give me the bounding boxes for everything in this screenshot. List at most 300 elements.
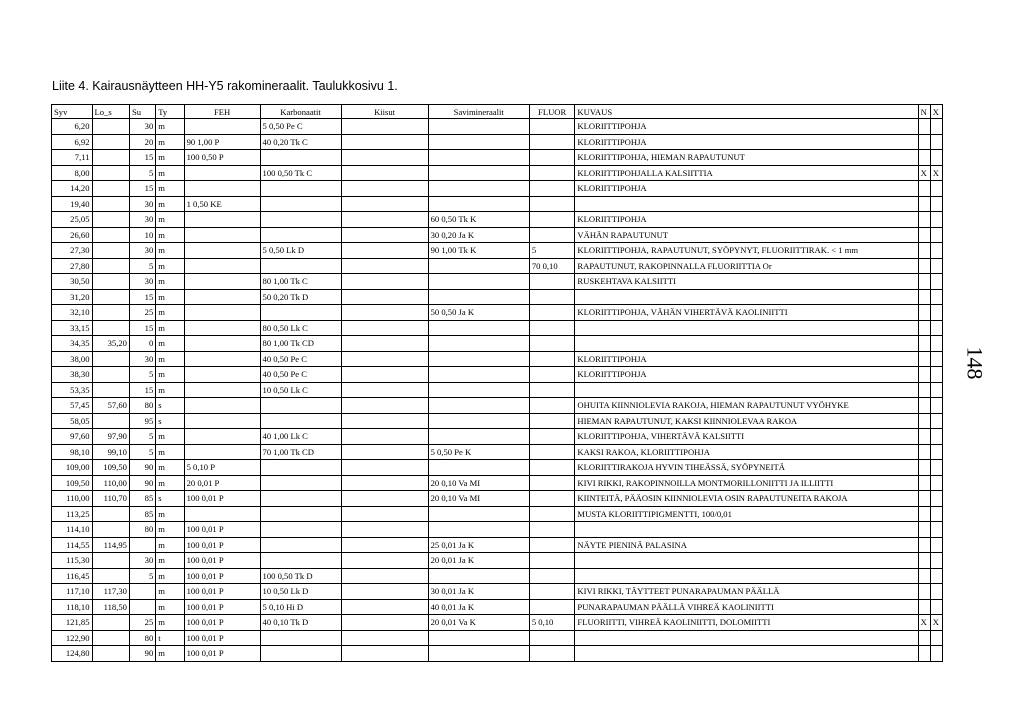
page-caption: Liite 4. Kairausnäytteen HH-Y5 rakomineraalit. Taulukkosivu 1. xyxy=(52,79,398,93)
cell-kiisut xyxy=(341,165,428,181)
cell-kuvaus xyxy=(575,568,918,584)
cell-syv: 118,10 xyxy=(52,599,93,615)
cell-su: 5 xyxy=(129,444,155,460)
cell-fluor xyxy=(529,227,575,243)
cell-savimineraalit xyxy=(428,274,529,290)
cell-karbonaatit: 10 0,50 Lk C xyxy=(260,382,341,398)
cell-feh: 100 0,01 P xyxy=(184,553,260,569)
cell-feh xyxy=(184,320,260,336)
cell-feh: 20 0,01 P xyxy=(184,475,260,491)
table-row xyxy=(52,227,943,243)
cell-n xyxy=(918,196,930,212)
cell-lo-s xyxy=(92,243,129,259)
table-row xyxy=(52,584,943,600)
cell-syv: 7,11 xyxy=(52,150,93,166)
cell-karbonaatit: 80 0,50 Lk C xyxy=(260,320,341,336)
cell-x xyxy=(930,181,942,197)
cell-kuvaus: KLORIITTIPOHJA, RAPAUTUNUT, SYÖPYNYT, FLUORIITTIRAK. < 1 mm xyxy=(575,243,918,259)
cell-karbonaatit: 80 1,00 Tk CD xyxy=(260,336,341,352)
cell-karbonaatit: 50 0,20 Tk D xyxy=(260,289,341,305)
cell-fluor xyxy=(529,491,575,507)
cell-lo-s xyxy=(92,289,129,305)
cell-kuvaus: KLORIITTIPOHJA, VIHERTÄVÄ KALSIITTI xyxy=(575,429,918,445)
cell-syv: 6,20 xyxy=(52,119,93,135)
cell-karbonaatit xyxy=(260,646,341,662)
cell-karbonaatit xyxy=(260,398,341,414)
header-n: N xyxy=(918,105,930,119)
cell-kiisut xyxy=(341,584,428,600)
cell-x xyxy=(930,599,942,615)
cell-x xyxy=(930,429,942,445)
cell-savimineraalit: 20 0,10 Va MI xyxy=(428,491,529,507)
cell-lo-s xyxy=(92,134,129,150)
cell-savimineraalit xyxy=(428,367,529,383)
cell-su: 80 xyxy=(129,630,155,646)
cell-su: 30 xyxy=(129,274,155,290)
cell-kiisut xyxy=(341,615,428,631)
table-body xyxy=(52,119,943,662)
cell-syv: 122,90 xyxy=(52,630,93,646)
cell-feh: 100 0,50 P xyxy=(184,150,260,166)
table-row xyxy=(52,212,943,228)
cell-feh xyxy=(184,258,260,274)
cell-feh: 100 0,01 P xyxy=(184,599,260,615)
cell-n xyxy=(918,181,930,197)
cell-x xyxy=(930,398,942,414)
cell-kiisut xyxy=(341,444,428,460)
cell-savimineraalit xyxy=(428,150,529,166)
cell-kiisut xyxy=(341,429,428,445)
cell-karbonaatit xyxy=(260,258,341,274)
cell-kuvaus xyxy=(575,320,918,336)
cell-su: 95 xyxy=(129,413,155,429)
table-row xyxy=(52,134,943,150)
cell-karbonaatit: 5 0,50 Lk D xyxy=(260,243,341,259)
cell-fluor: 5 xyxy=(529,243,575,259)
cell-fluor xyxy=(529,398,575,414)
cell-lo-s: 35,20 xyxy=(92,336,129,352)
cell-feh: 100 0,01 P xyxy=(184,584,260,600)
cell-feh xyxy=(184,181,260,197)
cell-ty: m xyxy=(156,274,184,290)
cell-kuvaus xyxy=(575,289,918,305)
cell-syv: 110,00 xyxy=(52,491,93,507)
cell-ty: m xyxy=(156,336,184,352)
cell-lo-s: 109,50 xyxy=(92,460,129,476)
cell-n xyxy=(918,537,930,553)
table-row xyxy=(52,398,943,414)
cell-su: 30 xyxy=(129,212,155,228)
cell-kiisut xyxy=(341,568,428,584)
cell-ty: m xyxy=(156,568,184,584)
header-kuvaus: KUVAUS xyxy=(575,105,918,119)
cell-kuvaus xyxy=(575,382,918,398)
cell-kuvaus: KLORIITTIPOHJA, VÄHÄN VIHERTÄVÄ KAOLINIITTI xyxy=(575,305,918,321)
cell-su: 30 xyxy=(129,243,155,259)
cell-syv: 26,60 xyxy=(52,227,93,243)
cell-feh xyxy=(184,227,260,243)
cell-n xyxy=(918,584,930,600)
cell-feh: 90 1,00 P xyxy=(184,134,260,150)
cell-karbonaatit xyxy=(260,150,341,166)
cell-savimineraalit xyxy=(428,320,529,336)
cell-kuvaus: VÄHÄN RAPAUTUNUT xyxy=(575,227,918,243)
cell-fluor xyxy=(529,537,575,553)
cell-savimineraalit: 90 1,00 Tk K xyxy=(428,243,529,259)
cell-karbonaatit: 100 0,50 Tk C xyxy=(260,165,341,181)
cell-fluor xyxy=(529,165,575,181)
cell-su: 30 xyxy=(129,351,155,367)
cell-x xyxy=(930,537,942,553)
header-x: X xyxy=(930,105,942,119)
table-row xyxy=(52,336,943,352)
cell-n xyxy=(918,305,930,321)
cell-savimineraalit: 60 0,50 Tk K xyxy=(428,212,529,228)
cell-feh xyxy=(184,367,260,383)
cell-x: X xyxy=(930,165,942,181)
header-savimineraalit: Savimineraalit xyxy=(428,105,529,119)
cell-su: 30 xyxy=(129,196,155,212)
cell-n xyxy=(918,119,930,135)
cell-n xyxy=(918,150,930,166)
cell-kuvaus: KLORIITTIPOHJALLA KALSIITTIA xyxy=(575,165,918,181)
table-row xyxy=(52,506,943,522)
cell-kiisut xyxy=(341,537,428,553)
cell-ty: m xyxy=(156,615,184,631)
cell-lo-s xyxy=(92,367,129,383)
cell-kiisut xyxy=(341,491,428,507)
cell-kuvaus: HIEMAN RAPAUTUNUT, KAKSI KIINNIOLEVAA RAKOA xyxy=(575,413,918,429)
cell-su: 15 xyxy=(129,289,155,305)
cell-n xyxy=(918,630,930,646)
cell-karbonaatit xyxy=(260,553,341,569)
cell-kuvaus: NÄYTE PIENINÄ PALASINA xyxy=(575,537,918,553)
cell-feh xyxy=(184,243,260,259)
cell-n xyxy=(918,398,930,414)
cell-lo-s: 110,70 xyxy=(92,491,129,507)
cell-lo-s xyxy=(92,413,129,429)
cell-feh xyxy=(184,429,260,445)
cell-karbonaatit xyxy=(260,212,341,228)
cell-savimineraalit xyxy=(428,181,529,197)
cell-fluor xyxy=(529,584,575,600)
cell-kiisut xyxy=(341,646,428,662)
cell-feh xyxy=(184,305,260,321)
cell-feh: 100 0,01 P xyxy=(184,615,260,631)
cell-kuvaus xyxy=(575,336,918,352)
cell-savimineraalit xyxy=(428,336,529,352)
cell-su: 90 xyxy=(129,646,155,662)
cell-n xyxy=(918,134,930,150)
cell-x xyxy=(930,274,942,290)
cell-lo-s xyxy=(92,150,129,166)
cell-syv: 109,50 xyxy=(52,475,93,491)
cell-savimineraalit xyxy=(428,119,529,135)
cell-karbonaatit: 70 1,00 Tk CD xyxy=(260,444,341,460)
cell-n xyxy=(918,646,930,662)
cell-su: 5 xyxy=(129,165,155,181)
cell-syv: 53,35 xyxy=(52,382,93,398)
cell-kuvaus: RUSKEHTAVA KALSIITTI xyxy=(575,274,918,290)
cell-lo-s xyxy=(92,351,129,367)
cell-kiisut xyxy=(341,243,428,259)
cell-syv: 33,15 xyxy=(52,320,93,336)
cell-syv: 14,20 xyxy=(52,181,93,197)
cell-x xyxy=(930,522,942,538)
cell-syv: 27,30 xyxy=(52,243,93,259)
cell-savimineraalit: 5 0,50 Pe K xyxy=(428,444,529,460)
cell-kiisut xyxy=(341,413,428,429)
cell-lo-s xyxy=(92,305,129,321)
cell-x xyxy=(930,553,942,569)
cell-n xyxy=(918,227,930,243)
cell-feh xyxy=(184,289,260,305)
cell-n xyxy=(918,506,930,522)
cell-karbonaatit xyxy=(260,305,341,321)
cell-ty: m xyxy=(156,305,184,321)
cell-savimineraalit xyxy=(428,522,529,538)
cell-fluor xyxy=(529,320,575,336)
cell-lo-s: 117,30 xyxy=(92,584,129,600)
cell-karbonaatit: 40 0,10 Tk D xyxy=(260,615,341,631)
cell-su: 5 xyxy=(129,568,155,584)
cell-kiisut xyxy=(341,460,428,476)
cell-ty: m xyxy=(156,320,184,336)
cell-su: 30 xyxy=(129,119,155,135)
cell-x xyxy=(930,258,942,274)
cell-lo-s: 99,10 xyxy=(92,444,129,460)
cell-kiisut xyxy=(341,475,428,491)
cell-x xyxy=(930,336,942,352)
table-row xyxy=(52,444,943,460)
cell-su: 85 xyxy=(129,491,155,507)
cell-lo-s xyxy=(92,196,129,212)
header-syv: Syv xyxy=(52,105,93,119)
cell-ty: m xyxy=(156,165,184,181)
cell-kiisut xyxy=(341,336,428,352)
cell-ty: m xyxy=(156,258,184,274)
cell-x xyxy=(930,568,942,584)
cell-n xyxy=(918,444,930,460)
cell-ty: m xyxy=(156,646,184,662)
cell-kuvaus: KLORIITTIPOHJA xyxy=(575,119,918,135)
cell-karbonaatit xyxy=(260,413,341,429)
cell-syv: 6,92 xyxy=(52,134,93,150)
cell-fluor xyxy=(529,289,575,305)
cell-savimineraalit xyxy=(428,630,529,646)
cell-lo-s xyxy=(92,382,129,398)
cell-su xyxy=(129,599,155,615)
cell-fluor xyxy=(529,413,575,429)
cell-n xyxy=(918,367,930,383)
cell-su: 15 xyxy=(129,181,155,197)
cell-lo-s: 114,95 xyxy=(92,537,129,553)
cell-feh: 100 0,01 P xyxy=(184,646,260,662)
cell-ty: m xyxy=(156,181,184,197)
cell-syv: 32,10 xyxy=(52,305,93,321)
cell-fluor xyxy=(529,305,575,321)
cell-ty: m xyxy=(156,522,184,538)
cell-kiisut xyxy=(341,274,428,290)
cell-kuvaus: KLORIITTIPOHJA xyxy=(575,367,918,383)
cell-savimineraalit: 30 0,01 Ja K xyxy=(428,584,529,600)
cell-lo-s xyxy=(92,553,129,569)
cell-n xyxy=(918,336,930,352)
cell-x xyxy=(930,119,942,135)
cell-x xyxy=(930,289,942,305)
cell-fluor xyxy=(529,506,575,522)
cell-n xyxy=(918,382,930,398)
cell-x xyxy=(930,196,942,212)
cell-syv: 116,45 xyxy=(52,568,93,584)
cell-kiisut xyxy=(341,150,428,166)
cell-feh xyxy=(184,506,260,522)
cell-feh xyxy=(184,336,260,352)
cell-syv: 124,80 xyxy=(52,646,93,662)
cell-x xyxy=(930,212,942,228)
cell-savimineraalit xyxy=(428,382,529,398)
table-row xyxy=(52,150,943,166)
cell-savimineraalit: 30 0,20 Ja K xyxy=(428,227,529,243)
cell-kuvaus: KLORIITTIPOHJA xyxy=(575,351,918,367)
cell-syv: 117,10 xyxy=(52,584,93,600)
cell-ty: m xyxy=(156,429,184,445)
cell-su: 80 xyxy=(129,522,155,538)
cell-savimineraalit xyxy=(428,196,529,212)
cell-karbonaatit xyxy=(260,506,341,522)
table-row xyxy=(52,537,943,553)
cell-n xyxy=(918,491,930,507)
cell-lo-s xyxy=(92,320,129,336)
cell-su: 15 xyxy=(129,150,155,166)
cell-n xyxy=(918,522,930,538)
cell-ty: t xyxy=(156,630,184,646)
table-row xyxy=(52,181,943,197)
cell-fluor xyxy=(529,646,575,662)
cell-lo-s xyxy=(92,630,129,646)
cell-feh xyxy=(184,444,260,460)
cell-kiisut xyxy=(341,630,428,646)
cell-syv: 25,05 xyxy=(52,212,93,228)
cell-lo-s: 110,00 xyxy=(92,475,129,491)
cell-kuvaus: KLORIITTIPOHJA, HIEMAN RAPAUTUNUT xyxy=(575,150,918,166)
cell-ty: m xyxy=(156,537,184,553)
cell-syv: 57,45 xyxy=(52,398,93,414)
cell-su: 5 xyxy=(129,429,155,445)
cell-fluor xyxy=(529,475,575,491)
cell-savimineraalit xyxy=(428,460,529,476)
table-row xyxy=(52,522,943,538)
cell-fluor: 5 0,10 xyxy=(529,615,575,631)
cell-n: X xyxy=(918,615,930,631)
cell-n xyxy=(918,351,930,367)
cell-fluor xyxy=(529,553,575,569)
cell-ty: m xyxy=(156,134,184,150)
cell-ty: m xyxy=(156,475,184,491)
cell-kiisut xyxy=(341,305,428,321)
table-row xyxy=(52,367,943,383)
cell-su xyxy=(129,537,155,553)
cell-savimineraalit: 50 0,50 Ja K xyxy=(428,305,529,321)
cell-ty: m xyxy=(156,227,184,243)
cell-n xyxy=(918,413,930,429)
cell-lo-s xyxy=(92,258,129,274)
cell-karbonaatit: 100 0,50 Tk D xyxy=(260,568,341,584)
cell-kiisut xyxy=(341,599,428,615)
cell-ty: m xyxy=(156,150,184,166)
cell-su: 15 xyxy=(129,320,155,336)
cell-fluor xyxy=(529,196,575,212)
cell-x xyxy=(930,243,942,259)
cell-karbonaatit xyxy=(260,491,341,507)
cell-n xyxy=(918,289,930,305)
cell-kiisut xyxy=(341,382,428,398)
cell-savimineraalit xyxy=(428,289,529,305)
cell-n: X xyxy=(918,165,930,181)
cell-feh: 5 0,10 P xyxy=(184,460,260,476)
cell-n xyxy=(918,429,930,445)
cell-karbonaatit: 40 0,50 Pe C xyxy=(260,367,341,383)
cell-savimineraalit xyxy=(428,351,529,367)
cell-feh xyxy=(184,413,260,429)
cell-su: 30 xyxy=(129,553,155,569)
cell-kuvaus: OHUITA KIINNIOLEVIA RAKOJA, HIEMAN RAPAUTUNUT VYÖHYKE xyxy=(575,398,918,414)
cell-feh xyxy=(184,351,260,367)
header-row xyxy=(52,105,943,119)
cell-fluor xyxy=(529,134,575,150)
cell-feh: 1 0,50 KE xyxy=(184,196,260,212)
header-su: Su xyxy=(129,105,155,119)
table-row xyxy=(52,258,943,274)
cell-fluor xyxy=(529,599,575,615)
table-row xyxy=(52,289,943,305)
cell-x xyxy=(930,227,942,243)
cell-kuvaus xyxy=(575,196,918,212)
cell-savimineraalit: 20 0,01 Ja K xyxy=(428,553,529,569)
cell-syv: 121,85 xyxy=(52,615,93,631)
table-row xyxy=(52,615,943,631)
cell-x xyxy=(930,630,942,646)
cell-karbonaatit xyxy=(260,630,341,646)
cell-feh xyxy=(184,274,260,290)
cell-savimineraalit xyxy=(428,413,529,429)
cell-feh: 100 0,01 P xyxy=(184,568,260,584)
cell-kuvaus: KLORIITTIPOHJA xyxy=(575,212,918,228)
cell-kiisut xyxy=(341,398,428,414)
cell-kiisut xyxy=(341,258,428,274)
cell-karbonaatit xyxy=(260,181,341,197)
cell-x xyxy=(930,491,942,507)
cell-ty: s xyxy=(156,491,184,507)
cell-n xyxy=(918,553,930,569)
cell-n xyxy=(918,212,930,228)
cell-n xyxy=(918,258,930,274)
cell-kuvaus xyxy=(575,646,918,662)
cell-ty: m xyxy=(156,506,184,522)
cell-kiisut xyxy=(341,289,428,305)
cell-lo-s xyxy=(92,274,129,290)
cell-fluor: 70 0,10 xyxy=(529,258,575,274)
cell-su: 5 xyxy=(129,367,155,383)
cell-ty: m xyxy=(156,444,184,460)
header-lo-s: Lo_s xyxy=(92,105,129,119)
cell-syv: 114,10 xyxy=(52,522,93,538)
cell-ty: m xyxy=(156,351,184,367)
cell-lo-s xyxy=(92,119,129,135)
cell-x xyxy=(930,475,942,491)
cell-fluor xyxy=(529,522,575,538)
cell-x xyxy=(930,646,942,662)
